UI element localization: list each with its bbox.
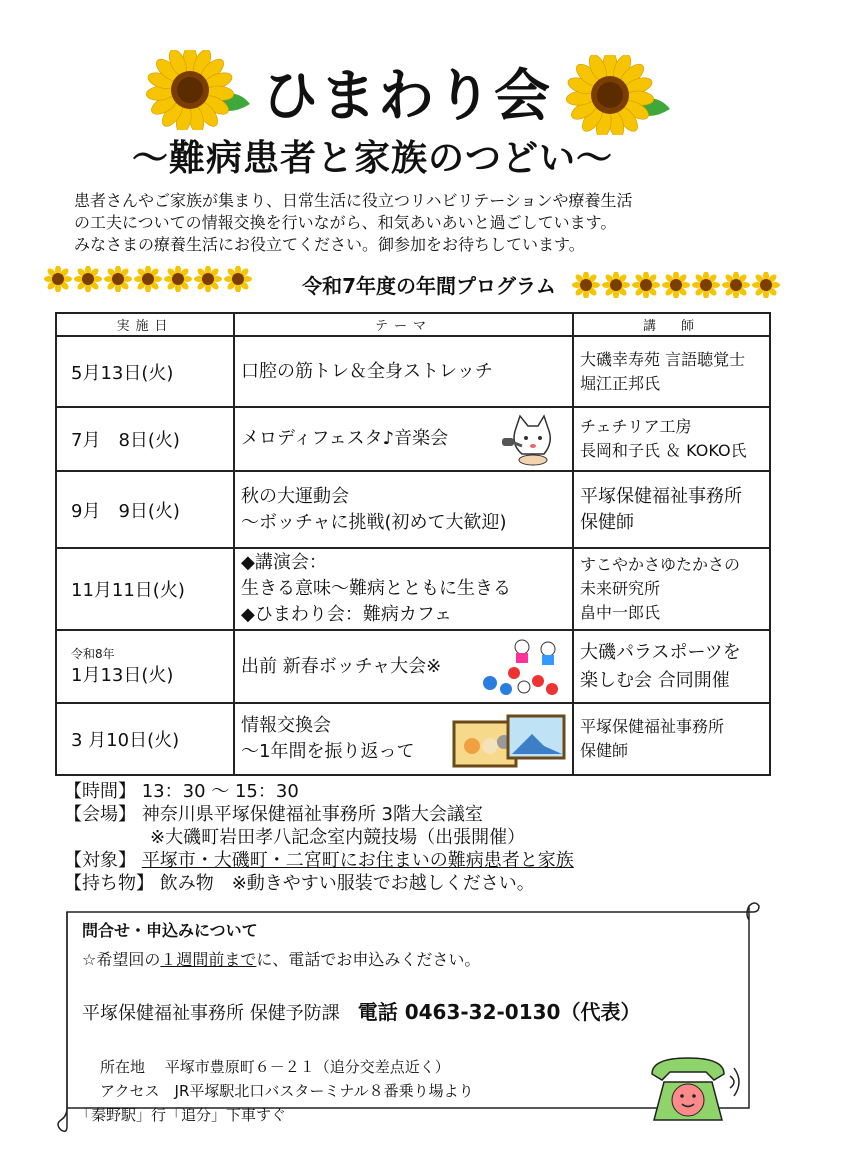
row-date: 5月13日(火) — [56, 336, 234, 407]
row-theme: ◆講演会： 生きる意味〜難病とともに生きる ◆ひまわり会：難病カフェ — [234, 548, 573, 630]
intro-text: 患者さんやご家族が集まり、日常生活に役立つリハビリテーションや療養生活 の工夫についての情報交換を行いながら、和気あいあいと過ごしています。 みなさまの療養生活にお役立てください。御参加をお待ちしています。 — [74, 191, 633, 254]
row-date: 3 月10日(火) — [56, 703, 234, 775]
header-lecturer: 講 師 — [573, 313, 770, 336]
sunflower-right-icon — [565, 55, 675, 135]
contact-address: 所在地 平塚市豊原町６－２１（追分交差点近く） アクセス JR平塚駅北口バスターミナル８番乗り場より 「秦野駅」行「追分」下車すぐ — [76, 1058, 474, 1124]
contact-note: ☆希望回の１週間前までに、電話でお申込みください。 — [82, 950, 481, 969]
page-title: ひまわり会 — [262, 64, 552, 129]
row-date: 9月 9日(火) — [56, 471, 234, 548]
row-theme: 情報交換会 〜1年間を振り返って — [234, 703, 573, 775]
boccia-balls-icon — [478, 635, 564, 699]
row-date: 令和8年 1月13日(火) — [56, 630, 234, 703]
sunflower-row-right-icon — [572, 272, 782, 298]
photo-frames-icon — [450, 712, 568, 768]
page-subtitle: 〜難病患者と家族のつどい〜 — [132, 138, 614, 179]
cat-singing-icon — [496, 414, 558, 466]
table-row — [56, 548, 770, 630]
row-theme: 秋の大運動会 〜ボッチャに挑戦(初めて大歓迎) — [234, 471, 573, 548]
time-line: 【時間】 13：30 ～ 15：30 — [64, 781, 299, 802]
row-date: 11月11日(火) — [56, 548, 234, 630]
contact-title: 問合せ・申込みについて — [82, 921, 258, 940]
row-lecturer: 平塚保健福祉事務所 保健師 — [573, 703, 770, 775]
program-table — [55, 312, 771, 776]
telephone-icon — [644, 1052, 744, 1126]
row-theme: 出前 新春ボッチャ大会※ — [234, 630, 573, 703]
row-date: 7月 8日(火) — [56, 407, 234, 471]
table-row — [56, 471, 770, 548]
header-date: 実施日 — [56, 313, 234, 336]
venue-line: 【会場】 神奈川県平塚保健福祉事務所 3階大会議室 — [64, 804, 483, 825]
row-theme: 口腔の筋トレ＆全身ストレッチ — [234, 336, 573, 407]
row-lecturer: チェチリア工房 長岡和子氏 ＆ KOKO氏 — [573, 407, 770, 471]
venue-note: ※大磯町岩田孝八記念室内競技場（出張開催） — [150, 827, 526, 848]
table-row — [56, 630, 770, 703]
contact-section — [76, 918, 641, 1127]
row-lecturer: 大磯幸寿苑 言語聴覚士 堀江正邦氏 — [573, 336, 770, 407]
contact-phone-line: 平塚保健福祉事務所 保健予防課 電話 0463-32-0130（代表） — [82, 1000, 641, 1024]
event-details — [64, 780, 574, 895]
row-theme: メロディフェスタ♪音楽会 — [234, 407, 573, 471]
target-line: 【対象】 平塚市・大磯町・二宮町にお住まいの難病患者と家族 — [64, 850, 574, 871]
items-line: 【持ち物】 飲み物 ※動きやすい服装でお越しください。 — [64, 873, 535, 894]
table-row — [56, 703, 770, 775]
table-row — [56, 407, 770, 471]
row-lecturer: 平塚保健福祉事務所 保健師 — [573, 471, 770, 548]
row-lecturer: すこやかさゆたかさの 未来研究所 畠中一郎氏 — [573, 548, 770, 630]
program-title: 令和7年度の年間プログラム — [302, 274, 556, 298]
header-theme: テーマ — [234, 313, 573, 336]
table-row — [56, 336, 770, 407]
row-lecturer: 大磯パラスポーツを 楽しむ会 合同開催 — [573, 630, 770, 703]
table-header-row — [56, 313, 770, 336]
phone-number[interactable]: 電話 0463-32-0130（代表） — [357, 1000, 641, 1024]
sunflower-left-icon — [145, 50, 255, 130]
